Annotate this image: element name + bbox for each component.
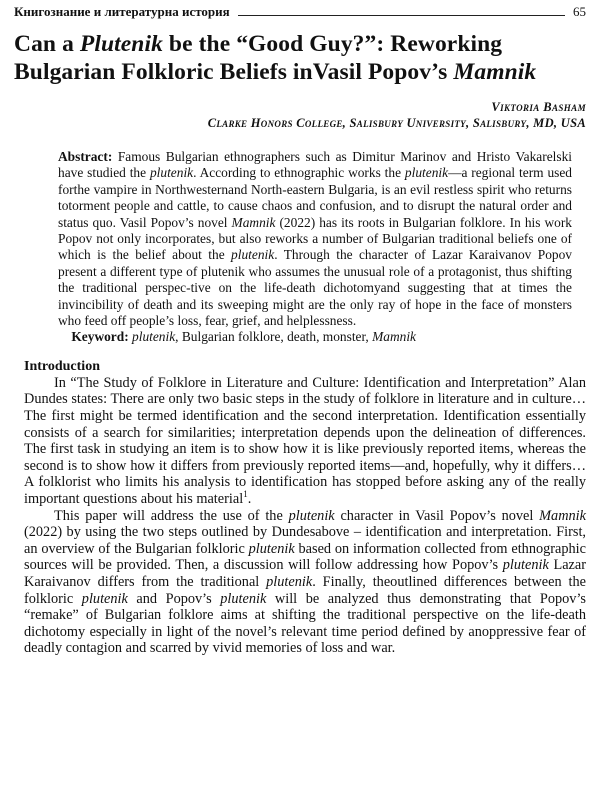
abstract-text: . Through the character of Lazar Karaivanov Popov present a different type of plutenik who assumes the unusual role of a protagonist, thus shifting the traditional perspec-tive on the life-death dichotomyand suggesting that at times the invincibility of death and its sweeping might are the only ray of hope in the face of monsters who feed off people’s loss, fear, grief, and helplessness. <box>58 247 572 329</box>
paragraph-text: . Finally, theoutlined differences between the folkloric <box>24 574 586 607</box>
abstract-label: Abstract: <box>58 149 113 164</box>
footnote-marker: 1 <box>243 489 248 500</box>
paragraph-text: based on information collected from ethnographic sources will be provided. Then, a discussion will follow addressing how Popov’s <box>24 540 586 574</box>
paragraph-text: will be analyzed thus demonstrating that Popov’s “remake” of Bulgarian folklore aims at shifting the traditional perspective on the life-death dichotomy especially in light of the novel’s relevant time period defined by anoppressive fear of deadly contagion and scarred by vivid memories of loss and war. <box>24 590 586 657</box>
paragraph-text: and Popov’s <box>127 590 221 607</box>
keywords <box>58 329 572 345</box>
paragraph-text: . <box>247 491 252 508</box>
paragraph-text: In “The Study of Folklore in Literature and Culture: Identification and Interpretation” Alan Dundes states: There are only two basic steps in the study of folklore in literature and in culture…The first might be termed identification and the second interpretation. Identification essentially consists of a search for similarities; interpretation depends upon the delineation of differences. The first task in studying an item is to show how it is like previously reported items, whereas the second is to show how it differs from previously reported items—and, hopefully, why it differs…A folklorist who limits his analysis to identification has stopped before asking any of the really important questions about his material <box>24 374 586 508</box>
page <box>0 4 600 804</box>
running-head <box>14 4 586 20</box>
abstract-italic: plutenik <box>149 165 194 181</box>
paragraph-text: (2022) by using the two steps outlined by Dundesabove – identification and interpretation. First, an overview of the Bulgarian folkloric <box>24 524 586 557</box>
paper-title <box>14 30 586 86</box>
paragraph-italic: Mamnik <box>539 507 586 524</box>
title-text: be the “Good Guy?”: Reworking Bulgarian Folkloric Beliefs inVasil Popov’s <box>14 31 503 85</box>
paragraph-text: This paper will address the use of the <box>54 507 289 524</box>
paragraph-italic: plutenik <box>220 590 267 607</box>
paragraph-italic: plutenik <box>288 507 335 524</box>
section-heading-introduction: Introduction <box>24 358 100 374</box>
title-italic-plutenik: Plutenik <box>79 31 163 57</box>
paragraph-italic: plutenik <box>81 590 128 607</box>
keyword-italic: Mamnik <box>372 329 416 345</box>
title-italic-mamnik: Mamnik <box>453 59 537 85</box>
abstract-text: . According to ethnographic works the <box>193 165 405 181</box>
keyword-italic: plutenik <box>132 329 176 345</box>
author-affiliation: Clarke Honors College, Salisbury University, Salisbury, MD, USA <box>207 116 586 130</box>
abstract-text: (2022) has its roots in Bulgarian folklore. In his work Popov not only incorporates, but also reworks a number of Bulgarian traditional beliefs one of which is the belief about the <box>58 214 572 263</box>
paragraph-text: character in Vasil Popov’s novel <box>334 507 540 524</box>
running-head-title: Книгознание и литературна история <box>14 4 230 19</box>
title-text: Can a <box>14 31 80 57</box>
abstract-italic: Mamnik <box>231 214 276 230</box>
paragraph-text: Lazar Karaivanov differs from the traditional <box>24 557 586 590</box>
keyword-text: , Bulgarian folklore, death, monster, <box>175 329 373 345</box>
author-name: Viktoria Basham <box>491 100 586 114</box>
paragraph <box>24 375 586 508</box>
running-head-rule <box>238 15 565 16</box>
abstract-text: —a regional term used forthe vampire in Northwesternand North-eastern Bulgaria, is an evil restless spirit who returns totorment people and cattle, to cause chaos and confusion, and to disrupt the natural order and status quo. Vasil Popov’s novel <box>58 165 572 230</box>
page-number: 65 <box>573 4 586 19</box>
paragraph <box>24 508 586 657</box>
introduction-body <box>24 375 586 657</box>
keywords-label: Keyword: <box>71 329 129 345</box>
abstract-italic: plutenik <box>231 247 275 263</box>
abstract <box>58 149 572 329</box>
paragraph-italic: plutenik <box>502 557 549 574</box>
abstract-text: Famous Bulgarian ethnographers such as Dimitur Marinov and Hristo Vakarelski have studied the <box>58 149 572 181</box>
abstract-italic: plutenik <box>404 165 449 181</box>
paragraph-italic: plutenik <box>248 540 295 557</box>
paragraph-italic: plutenik <box>266 574 313 590</box>
